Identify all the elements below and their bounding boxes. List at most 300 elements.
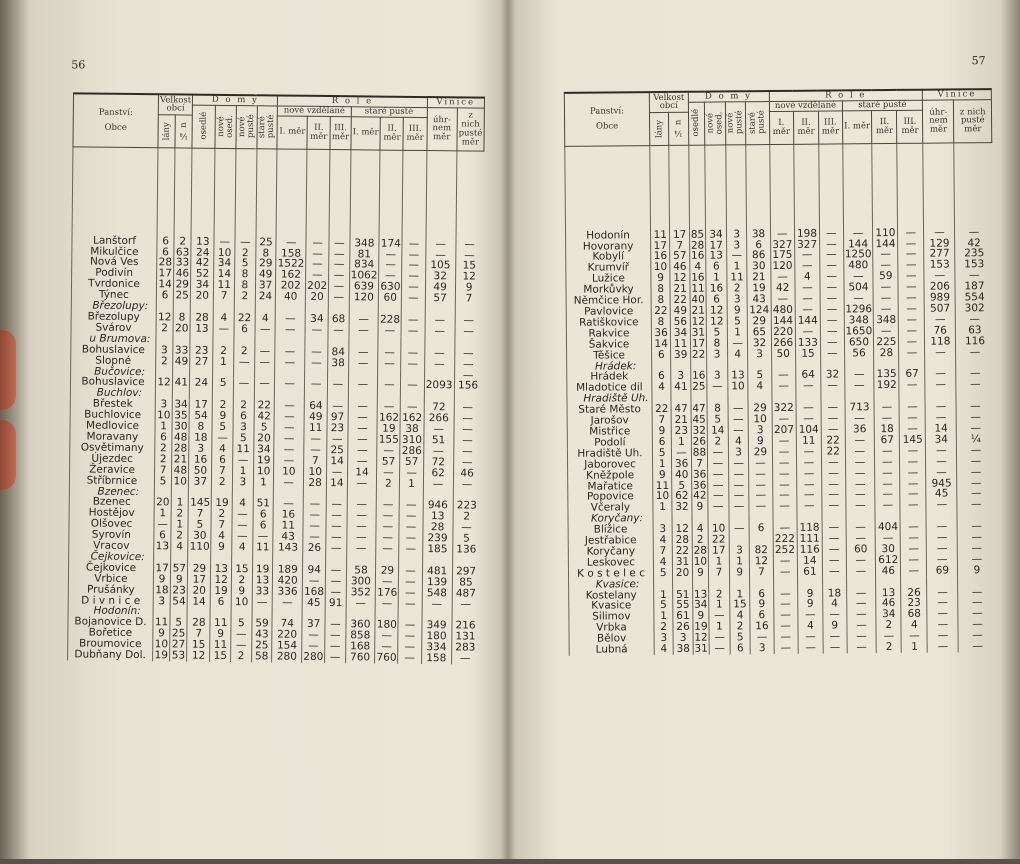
header-name: [564, 92, 649, 146]
cell: —: [843, 271, 873, 282]
header-stare_puste_role: staré pusté: [842, 100, 923, 111]
cell: —: [795, 261, 820, 272]
cell: —: [796, 468, 821, 479]
cell: 32: [748, 338, 771, 349]
cell: 11: [304, 423, 327, 434]
cell: —: [899, 315, 925, 326]
cell: 97: [327, 412, 347, 423]
cell: —: [925, 369, 956, 380]
cell: 1250: [844, 248, 872, 261]
cell: 327: [770, 239, 794, 250]
cell: 16: [189, 454, 212, 465]
cell: —: [927, 609, 958, 620]
row-name: Popovice: [568, 491, 653, 503]
cell: 68: [328, 314, 348, 325]
cell: 28: [190, 313, 213, 324]
cell: —: [797, 479, 822, 490]
cell: 175: [770, 250, 794, 261]
row-name: Mladotice dil: [567, 382, 652, 394]
cell: 13: [211, 564, 232, 575]
cell: 111: [797, 534, 822, 545]
cell: —: [274, 423, 304, 434]
cell: —: [401, 358, 424, 369]
cell: 8: [651, 317, 670, 328]
cell: —: [749, 480, 772, 491]
cell: —: [377, 467, 400, 478]
cell: 3: [153, 596, 170, 607]
cell: 10: [274, 466, 304, 477]
cell: 10: [304, 466, 327, 477]
row-name: Mařatice: [568, 481, 653, 493]
cell: 202: [276, 281, 306, 292]
cell: 51: [423, 435, 453, 446]
cell: —: [329, 260, 349, 271]
cell: 58: [251, 651, 272, 662]
cell: —: [303, 499, 326, 510]
cell: —: [727, 338, 748, 349]
cell: —: [875, 478, 900, 489]
cell: —: [379, 249, 402, 260]
cell: —: [454, 424, 481, 435]
cell: 24: [191, 247, 214, 258]
cell: 3: [156, 345, 173, 356]
cell: 15: [455, 261, 482, 272]
cell: 29: [749, 447, 772, 458]
cell: 4: [232, 498, 253, 509]
cell: 7: [155, 465, 172, 476]
header-znich: z nich pusté měr: [457, 108, 485, 151]
cell: —: [822, 490, 846, 501]
cell: 1: [729, 556, 750, 567]
cell: —: [213, 324, 234, 335]
cell: —: [212, 433, 233, 444]
cell: 1522: [277, 257, 305, 271]
cell: 11: [650, 145, 670, 241]
cell: —: [846, 588, 876, 599]
cell: 302: [956, 303, 994, 314]
cell: —: [901, 522, 927, 533]
cell: —: [376, 500, 399, 511]
cell: 480: [843, 261, 873, 272]
cell: —: [773, 556, 797, 567]
row-name: Kobylí: [566, 252, 651, 264]
cell: 6: [155, 432, 172, 443]
cell: 2: [155, 443, 172, 454]
cell: 28: [874, 348, 899, 359]
row-name: Nová Ves: [72, 257, 157, 269]
cell: 36: [692, 479, 707, 492]
cell: —: [423, 479, 453, 490]
cell: 2: [654, 622, 673, 633]
cell: —: [305, 325, 328, 336]
cell: —: [749, 501, 772, 512]
cell: 2: [233, 400, 254, 411]
cell: 19: [154, 649, 168, 662]
cell: —: [325, 619, 345, 630]
cell: 34: [671, 328, 690, 339]
cell: —: [302, 576, 325, 587]
cell: 153: [924, 260, 955, 271]
row-name: Šakvice: [566, 339, 651, 351]
header-mer5: II. měr: [380, 117, 403, 150]
cell: 4: [171, 541, 188, 552]
cell: —: [900, 456, 926, 467]
row-name: D i v n i c e: [68, 595, 153, 607]
cell: 7: [653, 546, 672, 557]
cell: 946: [423, 500, 453, 511]
cell: 1: [400, 478, 423, 489]
cell: —: [729, 523, 750, 534]
header-domy: D o m y: [688, 91, 769, 102]
cell: —: [306, 270, 329, 281]
cell: 174: [379, 150, 403, 250]
cell: 2: [692, 535, 708, 546]
cell: 2: [171, 509, 188, 520]
cell: —: [402, 315, 425, 326]
cell: 69: [927, 565, 958, 576]
cell: 42: [191, 258, 214, 269]
cell: —: [927, 598, 958, 609]
row-name: Vrbice: [68, 573, 153, 585]
cell: 5: [748, 370, 771, 381]
cell: 26: [901, 587, 927, 598]
cell: 3: [707, 371, 728, 382]
cell: 4: [727, 349, 748, 360]
page-number: 57: [971, 54, 986, 68]
cell: 56: [671, 317, 690, 328]
left-page: [31, 0, 490, 864]
cell: 48: [173, 431, 188, 444]
cell: 67: [875, 435, 900, 446]
row-name: Tvrdonice: [71, 279, 156, 291]
cell: 266: [424, 413, 454, 424]
cell: —: [822, 479, 846, 490]
cell: 14: [158, 278, 172, 291]
cell: 50: [771, 348, 795, 359]
cell: 6: [157, 147, 175, 247]
cell: 22: [651, 306, 670, 317]
cell: 12: [455, 272, 482, 283]
cell: —: [326, 565, 346, 576]
cell: 143: [273, 543, 303, 554]
cell: 5: [154, 476, 171, 487]
cell: 2: [213, 400, 234, 411]
cell: —: [708, 469, 729, 480]
cell: 507: [924, 303, 955, 314]
row-name: Lužice: [566, 273, 651, 285]
cell: 216: [452, 621, 479, 632]
row-name: Včeraly: [568, 502, 653, 514]
cell: —: [820, 304, 844, 315]
cell: 124: [749, 304, 770, 317]
cell: 348: [874, 315, 899, 326]
cell: —: [898, 282, 924, 293]
cell: 32: [425, 271, 455, 282]
row-name: Moravany: [70, 431, 155, 443]
cell: 15: [210, 651, 231, 662]
cell: —: [772, 501, 796, 512]
cell: —: [821, 403, 845, 414]
cell: —: [254, 357, 275, 368]
row-name: Staré Město: [567, 404, 652, 416]
cell: —: [823, 642, 847, 653]
row-name: Lubná: [569, 644, 654, 656]
cell: 53: [171, 649, 186, 662]
cell: 3: [751, 643, 774, 654]
cell: —: [926, 532, 957, 543]
cell: 23: [672, 426, 691, 437]
cell: ¼: [957, 434, 995, 445]
header-mer4: I. měr: [842, 110, 872, 143]
cell: 13: [423, 511, 453, 522]
cell: 277: [924, 249, 955, 260]
cell: 4: [232, 542, 253, 553]
cell: 4: [795, 272, 820, 283]
row-name: Koryčany:: [568, 513, 653, 525]
cell: 6: [211, 596, 232, 607]
cell: —: [958, 532, 996, 543]
cell: —: [302, 641, 325, 652]
cell: 5: [231, 618, 252, 629]
cell: 16: [750, 621, 773, 632]
cell: 1: [171, 520, 188, 531]
row-name: Svárov: [71, 322, 156, 334]
cell: 12: [706, 316, 727, 327]
cell: 7: [750, 567, 773, 578]
cell: —: [399, 522, 422, 533]
cell: —: [821, 413, 845, 424]
cell: 4: [652, 382, 671, 393]
cell: —: [842, 143, 873, 239]
cell: 9: [798, 588, 823, 599]
cell: —: [326, 499, 346, 510]
cell: —: [927, 642, 958, 653]
header-name-label: Panství:: [98, 107, 133, 118]
cell: 1: [171, 498, 188, 509]
cell: —: [275, 401, 305, 412]
cell: 26: [673, 622, 692, 633]
cell: 22: [821, 446, 845, 457]
cell: —: [899, 304, 925, 315]
cell: —: [402, 282, 425, 293]
cell: 23: [327, 423, 347, 434]
cell: 2: [727, 283, 748, 294]
cell: 9: [653, 470, 672, 481]
cell: 19: [211, 585, 232, 596]
cell: [673, 578, 692, 589]
cell: —: [728, 425, 749, 436]
cell: —: [375, 642, 398, 653]
cell: 17: [651, 240, 670, 251]
cell: 2: [156, 356, 173, 367]
cell: —: [797, 490, 822, 501]
cell: —: [899, 336, 925, 347]
cell: —: [957, 412, 995, 423]
cell: 1062: [350, 269, 378, 282]
cell: 36: [651, 328, 670, 339]
cell: 180: [421, 631, 451, 642]
cell: 9: [727, 305, 748, 316]
cell: —: [958, 598, 996, 609]
cell: 207: [772, 425, 796, 436]
cell: [709, 578, 730, 589]
cell: 37: [255, 281, 276, 292]
cell: 3: [749, 425, 772, 436]
cell: —: [847, 631, 877, 642]
cell: 116: [956, 336, 994, 347]
cell: 7: [652, 415, 671, 426]
row-name: Pavlovice: [566, 306, 651, 318]
cell: 41: [174, 376, 189, 390]
row-name: Stříbrnice: [69, 475, 154, 487]
cell: 2: [171, 531, 188, 542]
cell: 47: [671, 404, 690, 415]
cell: —: [957, 478, 995, 489]
cell: 120: [770, 261, 794, 272]
cell: 34: [705, 145, 726, 241]
cell: 554: [956, 292, 994, 303]
cell: 239: [422, 533, 452, 544]
cell: —: [303, 510, 326, 521]
cell: —: [873, 260, 898, 271]
cell: —: [769, 144, 794, 240]
cell: 2: [174, 148, 192, 248]
cell: 22: [821, 435, 845, 446]
cell: 11: [252, 542, 273, 553]
cell: 185: [422, 544, 452, 555]
cell: 6: [652, 350, 671, 361]
header-mer4: I. měr: [351, 116, 381, 149]
cell: —: [708, 447, 729, 458]
cell: —: [956, 369, 994, 380]
header-velkost: Velkost obcí: [160, 94, 192, 114]
cell: —: [402, 260, 425, 271]
cell: 28: [158, 256, 173, 269]
cell: —: [955, 270, 993, 281]
cell: 51: [253, 499, 274, 510]
cell: 10: [693, 555, 708, 568]
cell: —: [873, 249, 898, 260]
cell: 2: [377, 478, 400, 489]
header-mer1: I. měr: [277, 116, 307, 149]
cell: 22: [254, 401, 275, 412]
cell: 198: [794, 144, 820, 240]
cell: 60: [846, 544, 876, 555]
cell: 3: [727, 294, 748, 305]
header-ctvrt: ¼ n: [175, 115, 193, 148]
cell: 10: [231, 597, 252, 608]
cell: —: [400, 467, 423, 478]
cell: 36: [672, 458, 691, 469]
cell: 7: [187, 629, 210, 640]
cell: 11: [727, 273, 748, 284]
cell: 9: [171, 574, 188, 585]
cell: 481: [422, 566, 452, 577]
cell: —: [899, 380, 925, 391]
cell: —: [399, 598, 422, 609]
cell: 3: [654, 633, 673, 644]
cell: 9: [823, 621, 847, 632]
cell: 5: [235, 259, 256, 270]
cell: 56: [844, 348, 874, 359]
cell: 131: [451, 632, 478, 643]
cell: 23: [190, 345, 213, 356]
cell: —: [796, 446, 821, 457]
row-name: Morkůvky: [566, 284, 651, 296]
cell: —: [820, 315, 844, 326]
row-name: Bojanovice D.: [68, 617, 153, 629]
cell: 49: [174, 355, 189, 368]
cell: 46: [453, 468, 480, 479]
cell: 9: [211, 542, 232, 553]
cell: —: [255, 324, 276, 335]
cell: 64: [304, 401, 327, 412]
row-name: Rakvice: [566, 328, 651, 340]
cell: 168: [303, 585, 325, 598]
cell: —: [772, 468, 796, 479]
cell: —: [770, 272, 794, 283]
cell: 6: [212, 455, 233, 466]
cell: —: [327, 434, 347, 445]
cell: —: [876, 631, 901, 642]
cell: 88: [692, 446, 707, 459]
cell: 3: [748, 349, 771, 360]
cell: 6: [750, 589, 773, 600]
cell: 5: [452, 533, 479, 544]
cell: 11: [214, 280, 235, 291]
cell: 45: [692, 413, 706, 426]
cell: 51: [673, 589, 692, 600]
row-name: Hodonín: [565, 145, 651, 241]
cell: 7: [188, 509, 211, 520]
cell: 6: [253, 510, 274, 521]
cell: 38: [400, 424, 423, 435]
cell: —: [820, 239, 844, 250]
cell: 63: [175, 246, 190, 259]
row-name: Bořetice: [68, 628, 153, 640]
cell: —: [749, 469, 772, 480]
cell: —: [325, 641, 345, 652]
cell: 834: [349, 260, 379, 271]
header-vinice: Vinice: [427, 97, 484, 108]
cell: —: [349, 314, 379, 325]
cell: 189: [273, 564, 303, 575]
cell: 10: [708, 524, 729, 535]
cell: 4: [255, 313, 276, 324]
cell: 9: [958, 565, 996, 576]
cell: 120: [349, 292, 379, 303]
cell: 7: [670, 240, 689, 251]
cell: 4: [653, 557, 672, 568]
cell: 28: [173, 442, 188, 455]
cell: —: [954, 142, 992, 238]
cell: 61: [797, 566, 822, 577]
cell: 7: [455, 294, 482, 305]
row-name: Hradiště Uh.: [567, 448, 652, 460]
cell: 54: [172, 594, 186, 608]
cell: 23: [172, 584, 186, 597]
cell: 144: [873, 238, 898, 249]
cell: 23: [901, 598, 927, 609]
header-stare_puste_role: staré pusté: [351, 107, 427, 118]
cell: 327: [794, 239, 819, 250]
cell: 322: [772, 403, 796, 414]
cell: —: [399, 544, 422, 555]
cell: 12: [706, 305, 727, 316]
cell: 42: [693, 490, 707, 503]
cell: 59: [252, 619, 273, 630]
header-mer3: III. měr: [330, 116, 351, 149]
